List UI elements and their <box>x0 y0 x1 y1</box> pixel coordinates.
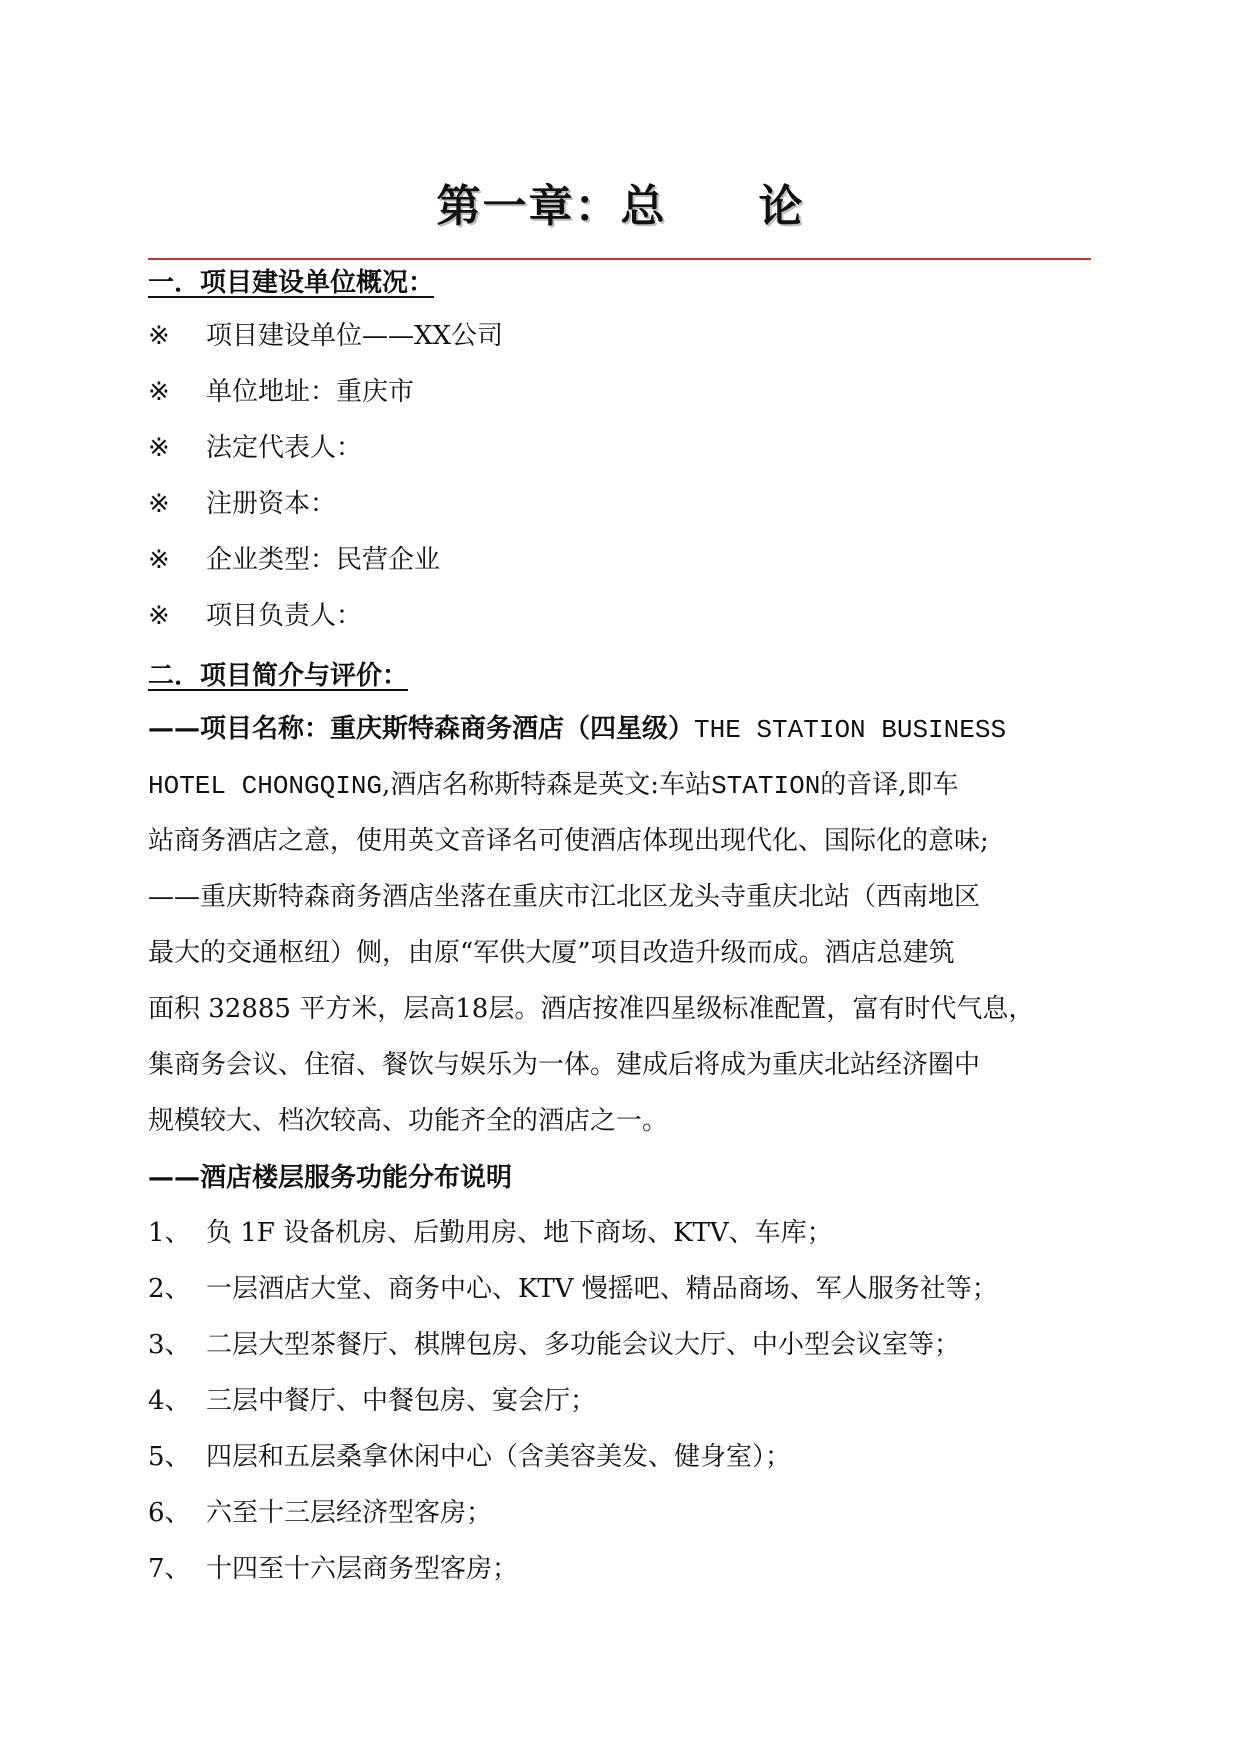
project-name-label: ——项目名称：重庆斯特森商务酒店（四星级） <box>148 714 695 744</box>
paragraph-line: 面积 32885 平方米，层高18层。酒店按准四星级标准配置，富有时代气息， <box>148 994 1035 1024</box>
floor-number: 7、 <box>148 1554 191 1584</box>
paragraph-text: ,酒店名称斯特森是英文:车站 <box>382 770 712 800</box>
floor-item <box>148 1381 596 1421</box>
info-item-text: 法定代表人： <box>206 433 363 463</box>
title-divider <box>148 258 1091 260</box>
paragraph-line: 集商务会议、住宿、餐饮与娱乐为一体。建成后将成为重庆北站经济圈中 <box>148 1050 981 1080</box>
floor-number: 4、 <box>148 1386 191 1416</box>
project-name-english: THE STATION BUSINESS <box>694 715 1007 745</box>
floor-item <box>148 1549 518 1589</box>
floor-text: 一层酒店大堂、商务中心、KTV 慢摇吧、精品商场、军人服务社等； <box>206 1274 998 1304</box>
floor-number: 5、 <box>148 1442 191 1472</box>
floor-text: 二层大型茶餐厅、棋牌包房、多功能会议大厅、中小型会议室等； <box>206 1330 961 1360</box>
info-item-text: 项目负责人： <box>206 601 363 631</box>
floor-number: 2、 <box>148 1274 191 1304</box>
floor-number: 3、 <box>148 1330 191 1360</box>
floor-text: 四层和五层桑拿休闲中心（含美容美发、健身室）； <box>206 1442 792 1472</box>
floor-number: 1、 <box>148 1218 191 1248</box>
floor-item <box>148 1493 492 1533</box>
paragraph-line: 规模较大、档次较高、功能齐全的酒店之一。 <box>148 1106 669 1136</box>
floor-number: 6、 <box>148 1498 191 1528</box>
info-item <box>148 540 440 580</box>
bullet-mark: ※ <box>148 489 170 519</box>
info-item-text: 项目建设单位——XX公司 <box>206 321 504 351</box>
station-word: STATION <box>711 771 821 801</box>
info-item <box>148 484 336 524</box>
floor-text: 三层中餐厅、中餐包房、宴会厅； <box>206 1386 597 1416</box>
section1-heading: 一．项目建设单位概况： <box>148 268 435 298</box>
info-item-text: 单位地址：重庆市 <box>206 377 415 407</box>
info-item <box>148 596 362 636</box>
bullet-mark: ※ <box>148 545 170 575</box>
info-item <box>148 428 362 468</box>
paragraph-line: 站商务酒店之意，使用英文音译名可使酒店体现出现代化、国际化的意味; <box>148 826 989 856</box>
project-name-line <box>148 709 1006 750</box>
bullet-mark: ※ <box>148 433 170 463</box>
floor-item <box>148 1325 960 1365</box>
info-item <box>148 316 503 356</box>
floor-text: 十四至十六层商务型客房； <box>206 1554 519 1584</box>
floor-item <box>148 1437 791 1477</box>
section2-heading: 二．项目简介与评价： <box>148 661 409 691</box>
paragraph-line: ——重庆斯特森商务酒店坐落在重庆市江北区龙头寺重庆北站（西南地区 <box>148 882 981 912</box>
hotel-english-name: HOTEL CHONGQING <box>148 771 383 801</box>
bullet-mark: ※ <box>148 601 170 631</box>
floors-heading: ——酒店楼层服务功能分布说明 <box>148 1163 513 1193</box>
bullet-mark: ※ <box>148 377 170 407</box>
floor-text: 负 1F 设备机房、后勤用房、地下商场、KTV、车库； <box>206 1218 833 1248</box>
info-item <box>148 372 414 412</box>
paragraph-line <box>148 765 959 806</box>
paragraph-line: 最大的交通枢纽）侧，由原“军供大厦”项目改造升级而成。酒店总建筑 <box>148 938 955 968</box>
chapter-title: 第一章：总 论 <box>436 181 805 232</box>
info-item-text: 注册资本： <box>206 489 337 519</box>
bullet-mark: ※ <box>148 321 170 351</box>
paragraph-text: 的音译,即车 <box>820 770 959 800</box>
floor-text: 六至十三层经济型客房； <box>206 1498 493 1528</box>
floor-item <box>148 1213 833 1253</box>
info-item-text: 企业类型：民营企业 <box>206 545 441 575</box>
floor-item <box>148 1269 998 1309</box>
